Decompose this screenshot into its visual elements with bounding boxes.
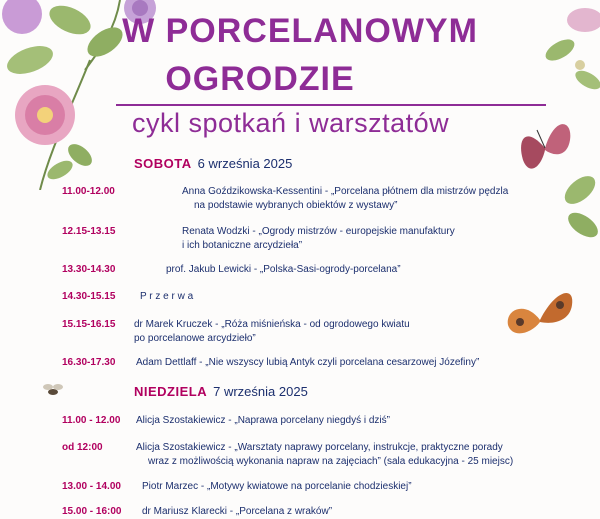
event-time: 15.15-16.15 — [62, 319, 116, 330]
event-description: Alicja Szostakiewicz - „Warsztaty naprawy porcelany, instrukcje, praktyczne porady — [136, 442, 503, 453]
moth-illustration — [500, 280, 580, 350]
day-header-saturday — [134, 156, 292, 171]
day-date: 7 września 2025 — [213, 384, 308, 399]
fly-illustration — [40, 380, 66, 402]
event-description-cont: i ich botaniczne arcydzieła” — [182, 240, 303, 251]
event-description: P r z e r w a — [140, 291, 194, 302]
title-line-2: OGRODZIE — [165, 60, 355, 98]
event-time: 13.00 - 14.00 — [62, 481, 121, 492]
event-time: 11.00-12.00 — [62, 186, 115, 197]
event-description: Alicja Szostakiewicz - „Naprawa porcelany niegdyś i dziś” — [136, 415, 390, 426]
title-line-1: W PORCELANOWYM — [122, 12, 478, 50]
event-description: Renata Wodzki - „Ogrody mistrzów - europejskie manufaktury — [182, 226, 455, 237]
day-date: 6 września 2025 — [197, 156, 293, 171]
event-note: (sala edukacyjna - 25 miejsc) — [380, 456, 514, 467]
event-time: 11.00 - 12.00 — [62, 415, 121, 426]
event-time: 15.00 - 16:00 — [62, 506, 122, 517]
subtitle: cykl spotkań i warsztatów — [132, 108, 450, 138]
event-time: od 12:00 — [62, 442, 103, 453]
event-description-line2: wraz z możliwością wykonania napraw na zajęciach” — [148, 456, 381, 467]
event-description: dr Mariusz Klarecki - „Porcelana z wraków” — [142, 506, 333, 517]
event-description-cont: po porcelanowe arcydzieło” — [134, 333, 256, 344]
event-description: prof. Jakub Lewicki - „Polska-Sasi-ogrody-porcelana” — [166, 264, 401, 275]
day-name: SOBOTA — [134, 156, 192, 171]
event-description: Anna Goździkowska-Kessentini - „Porcelana płótnem dla mistrzów pędzla — [182, 186, 509, 197]
event-time: 14.30-15.15 — [62, 291, 116, 302]
event-description-cont — [148, 455, 513, 469]
leaf-illustration-right — [555, 165, 600, 255]
day-name: NIEDZIELA — [134, 384, 208, 399]
event-time: 16.30-17.30 — [62, 357, 116, 368]
title-divider — [116, 104, 546, 106]
event-description-cont: na podstawie wybranych obiektów z wystawy” — [194, 200, 398, 211]
event-description: Piotr Marzec - „Motywy kwiatowe na porcelanie chodzieskiej” — [142, 481, 412, 492]
event-time: 13.30-14.30 — [62, 264, 116, 275]
day-header-sunday — [134, 384, 308, 399]
event-description: dr Marek Kruczek - „Róża miśnieńska - od ogrodowego kwiatu — [134, 319, 410, 330]
event-time: 12.15-13.15 — [62, 226, 116, 237]
event-description: Adam Dettlaff - „Nie wszyscy lubią Antyk czyli porcelana cesarzowej Józefiny” — [136, 357, 480, 368]
